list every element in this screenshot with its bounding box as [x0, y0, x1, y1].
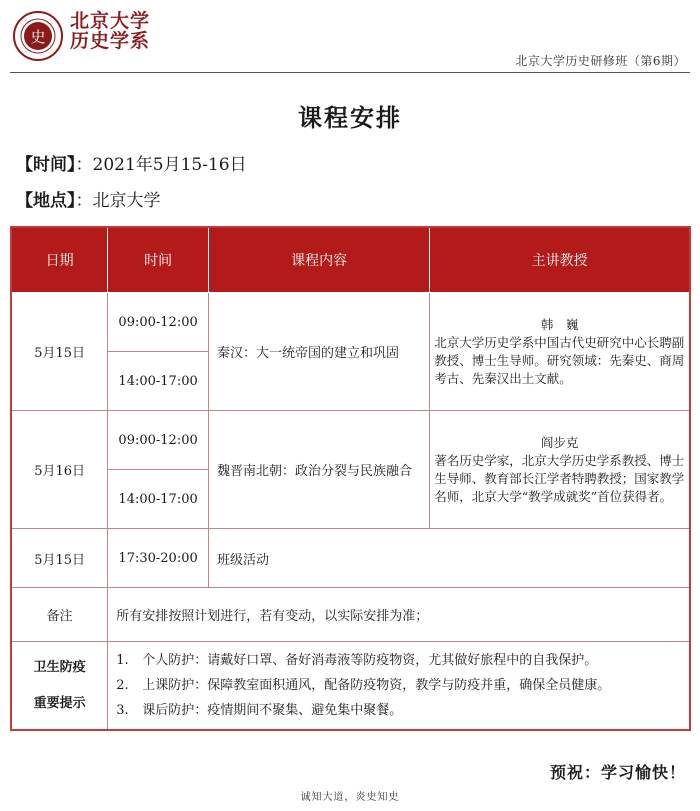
- table-row: [11, 293, 690, 352]
- program-name: 北京大学历史研修班（第6期）: [515, 54, 686, 68]
- time-info: [16, 150, 247, 175]
- list-item: 2. 上课防护：保障教室面积通风，配备防疫物资，教学与防疫并重，确保全员健康。: [116, 678, 611, 693]
- professor-bio: 著名历史学家，北京大学历史学系教授、博士生导师、教育部长江学者特聘教授；国家教学名师，北京大学“教学成就奖”首位获得者。: [434, 452, 685, 504]
- row-time: 14:00-17:00: [108, 352, 209, 411]
- health-tips: [108, 642, 690, 731]
- department-logo-text: [70, 12, 150, 52]
- professor-name: 韩 巍: [540, 316, 579, 332]
- row-time: 17:30-20:00: [108, 529, 209, 588]
- health-row: [11, 642, 690, 731]
- list-item: 1. 个人防护：请戴好口罩、备好消毒液等防疫物资，尤其做好旅程中的自我保护。: [116, 653, 598, 668]
- row-course: 秦汉：大一统帝国的建立和巩固: [208, 293, 429, 411]
- column-header-course: 课程内容: [208, 227, 429, 293]
- row-course: 魏晋南北朝：政治分裂与民族融合: [208, 411, 429, 529]
- professor-bio: 北京大学历史学系中国古代史研究中心长聘副教授、博士生导师。研究领域：先秦史、商周考古、先秦汉出土文献。: [434, 334, 685, 386]
- table-row: [11, 529, 690, 588]
- column-header-date: 日期: [11, 227, 108, 293]
- time-value: ：2021年5月15-16日: [75, 155, 247, 175]
- health-label-line2: 重要提示: [33, 695, 86, 711]
- list-item: 3. 课后防护：疫情期间不聚集、避免集中聚餐。: [116, 703, 403, 718]
- row-professor: [430, 293, 690, 411]
- health-label-line1: 卫生防疫: [33, 659, 86, 675]
- row-date: 5月16日: [11, 411, 108, 529]
- time-label: 【时间】: [16, 155, 76, 175]
- row-date: 5月15日: [11, 293, 108, 411]
- header-divider: [10, 72, 690, 73]
- closing-wish: 预祝：学习愉快！: [549, 763, 686, 782]
- place-info: [16, 186, 161, 211]
- page-title: 课程安排: [298, 104, 402, 132]
- logo-department-name: 历史学系: [70, 29, 151, 52]
- logo-university-name: 北京大学: [70, 10, 151, 32]
- row-time: 14:00-17:00: [108, 470, 209, 529]
- health-label: [11, 642, 108, 731]
- row-date: 5月15日: [11, 529, 108, 588]
- svg-text:史: 史: [30, 28, 46, 46]
- row-time: 09:00-12:00: [108, 293, 209, 352]
- row-course: 班级活动: [208, 529, 690, 588]
- row-professor: [430, 411, 690, 529]
- column-header-professor: 主讲教授: [430, 227, 690, 293]
- health-tips-list: [108, 642, 689, 729]
- table-header-row: [11, 227, 690, 293]
- university-seal-icon: [12, 10, 64, 62]
- professor-name: 阎步克: [540, 434, 579, 450]
- table-row: [11, 411, 690, 470]
- row-time: 09:00-12:00: [108, 411, 209, 470]
- schedule-table: [10, 226, 691, 731]
- place-value: ：北京大学: [75, 191, 161, 211]
- notes-label: 备注: [11, 588, 108, 642]
- notes-row: [11, 588, 690, 642]
- column-header-time: 时间: [108, 227, 209, 293]
- page-header: [0, 0, 700, 78]
- footer-motto: 诚知大道，炎史知史: [300, 792, 400, 803]
- notes-text: 所有安排按照计划进行，若有变动，以实际安排为准；: [108, 588, 690, 642]
- place-label: 【地点】: [16, 191, 76, 211]
